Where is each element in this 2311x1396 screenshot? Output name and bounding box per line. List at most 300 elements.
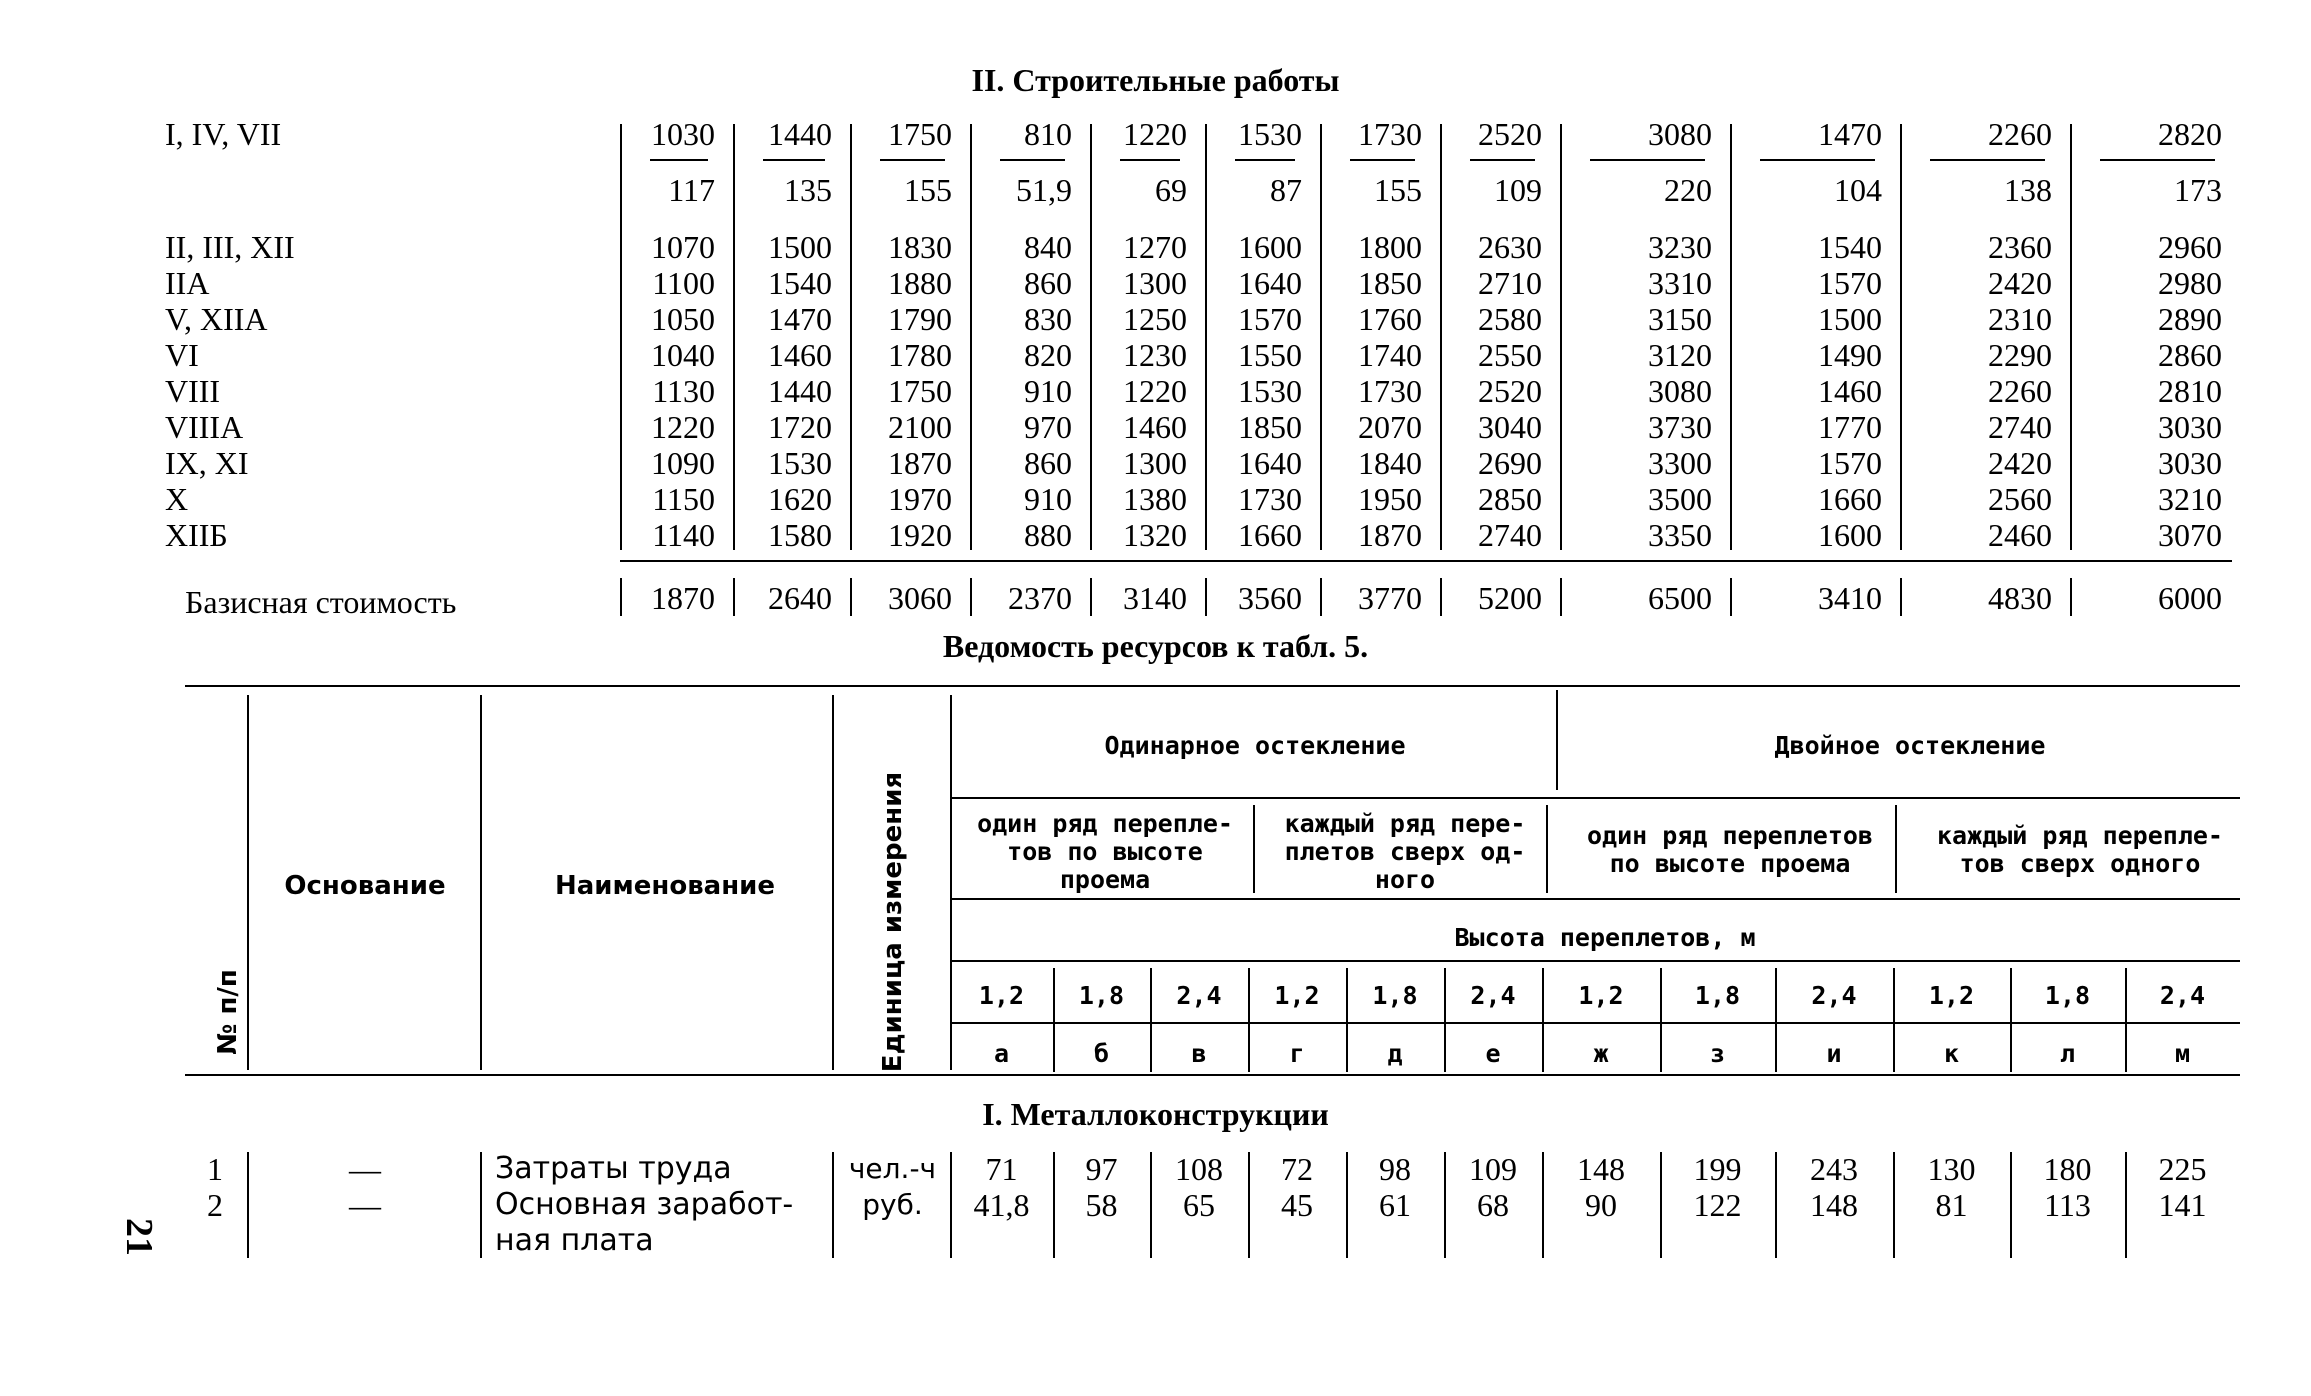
height-value: 1,2 [1578, 981, 1624, 1010]
value-cell: 2690 [1478, 445, 1542, 481]
resource-value: 71 [985, 1151, 1018, 1187]
column-separator [2070, 578, 2072, 616]
column-separator [970, 578, 972, 616]
value-cell: 2100 [888, 409, 952, 445]
value-cell: 2520 [1478, 116, 1542, 152]
value-cell: 1440 [768, 116, 832, 152]
subheader-double-one-row [1555, 822, 1905, 878]
value-cell: 1090 [651, 445, 715, 481]
num-column-header: № п/п [213, 969, 243, 1055]
row-label: VIII [165, 373, 221, 409]
fraction-bar [1000, 159, 1065, 161]
value-cell: 1530 [1238, 116, 1302, 152]
height-rule [950, 960, 2240, 962]
height-value: 1,2 [978, 981, 1025, 1010]
value-cell: 1570 [1818, 445, 1882, 481]
value-cell: 1540 [1818, 229, 1882, 265]
column-separator [1900, 578, 1902, 616]
value-cell: 1760 [1358, 301, 1422, 337]
value-cell: 1030 [651, 116, 715, 152]
column-letter: л [2059, 1039, 2076, 1068]
height-value: 1,8 [2044, 981, 2091, 1010]
resource-value: 199 [1693, 1151, 1742, 1187]
section-title-metal: I. Металлоконструкции [982, 1096, 1329, 1132]
value-cell: 3230 [1648, 229, 1712, 265]
value-cell: 1040 [651, 337, 715, 373]
resource-value: 109 [1469, 1151, 1517, 1187]
height-label: Высота переплетов, м [1454, 923, 1756, 952]
value-cell: 1800 [1358, 229, 1422, 265]
data-column-separator [247, 1152, 249, 1258]
row-label: V, XIIА [165, 301, 268, 337]
value-cell: 1220 [1123, 116, 1187, 152]
value-cell: 2360 [1988, 229, 2052, 265]
value-cell: 2890 [2158, 301, 2222, 337]
column-letter: г [1289, 1039, 1305, 1068]
resource-value: 81 [1935, 1187, 1968, 1223]
value-cell: 1460 [1123, 409, 1187, 445]
value-cell: 1380 [1123, 481, 1187, 517]
height-value: 2,4 [1811, 981, 1857, 1010]
column-separator [733, 124, 735, 550]
unit-column-header: Единица измерения [878, 771, 908, 1073]
data-column-separator [1150, 1152, 1152, 1258]
base-cost-value: 3410 [1818, 580, 1882, 616]
fraction-bar [1590, 159, 1705, 161]
value-cell: 3150 [1648, 301, 1712, 337]
single-glazing-header: Одинарное остекление [1104, 731, 1406, 760]
value-cell: 1840 [1358, 445, 1422, 481]
value-cell: 135 [784, 172, 832, 208]
column-letter: к [1943, 1039, 1960, 1068]
value-cell: 3070 [2158, 517, 2222, 553]
value-cell: 1100 [652, 265, 715, 301]
height-value: 1,2 [1928, 981, 1975, 1010]
fraction-bar [1235, 159, 1295, 161]
column-letter: в [1191, 1039, 1207, 1068]
data-column-separator [1346, 1152, 1348, 1258]
value-cell: 860 [1024, 265, 1072, 301]
base-cost-value: 6000 [2158, 580, 2222, 616]
total-rule [620, 560, 2232, 562]
value-cell: 117 [668, 172, 715, 208]
value-cell: 1570 [1818, 265, 1882, 301]
value-cell: 1500 [768, 229, 832, 265]
value-cell: 1730 [1358, 116, 1422, 152]
value-cell: 3350 [1648, 517, 1712, 553]
value-cell: 810 [1024, 116, 1072, 152]
value-cell: 51,9 [1016, 172, 1072, 208]
value-cell: 1850 [1358, 265, 1422, 301]
base-cost-value: 2370 [1008, 580, 1072, 616]
value-cell: 3310 [1648, 265, 1712, 301]
value-cell: 1920 [888, 517, 952, 553]
value-cell: 910 [1024, 481, 1072, 517]
row-label: IIА [165, 265, 210, 301]
column-separator [1205, 578, 1207, 616]
value-cell: 1780 [888, 337, 952, 373]
row-name-continued: ная плата [495, 1223, 654, 1258]
data-column-separator [1542, 1152, 1544, 1258]
resources-title: Ведомость ресурсов к табл. 5. [942, 628, 1369, 664]
height-value: 2,4 [1176, 981, 1222, 1010]
value-cell: 2290 [1988, 337, 2052, 373]
column-letter: з [1709, 1039, 1726, 1068]
value-cell: 87 [1270, 172, 1302, 208]
base-cost-value: 2640 [768, 580, 832, 616]
row-label: XIIБ [165, 517, 228, 553]
value-cell: 1460 [768, 337, 832, 373]
value-cell: 1720 [768, 409, 832, 445]
column-separator [1320, 578, 1322, 616]
value-cell: 3080 [1648, 373, 1712, 409]
resource-value: 148 [1577, 1151, 1625, 1187]
page-number: 21 [118, 1218, 160, 1256]
fraction-bar [880, 159, 945, 161]
row-basis: — [349, 1151, 381, 1187]
value-cell: 1620 [768, 481, 832, 517]
value-cell: 3120 [1648, 337, 1712, 373]
fraction-bar [1930, 159, 2045, 161]
value-cell: 109 [1494, 172, 1542, 208]
column-separator [1090, 124, 1092, 550]
column-separator [1560, 124, 1562, 550]
height-value: 1,8 [1372, 981, 1418, 1010]
resource-value: 148 [1810, 1187, 1858, 1223]
resource-value: 61 [1379, 1187, 1411, 1223]
column-letter: ж [1593, 1039, 1609, 1068]
resource-value: 72 [1281, 1151, 1313, 1187]
value-cell: 2630 [1478, 229, 1542, 265]
height-value: 1,8 [1078, 981, 1125, 1010]
table-top-rule [185, 685, 2240, 687]
value-cell: 1050 [651, 301, 715, 337]
row-label: VI [165, 337, 199, 373]
value-cell: 2420 [1988, 265, 2052, 301]
subheader-text: один ряд переплетов [1587, 821, 1873, 850]
value-cell: 1530 [1238, 373, 1302, 409]
value-cell: 910 [1024, 373, 1072, 409]
value-cell: 1140 [652, 517, 715, 553]
column-separator [832, 695, 834, 1070]
base-cost-value: 3140 [1123, 580, 1187, 616]
fraction-bar [650, 159, 708, 161]
height-value: 2,4 [1470, 981, 1516, 1010]
resource-value: 113 [2044, 1187, 2091, 1223]
value-cell: 2860 [2158, 337, 2222, 373]
value-cell: 830 [1024, 301, 1072, 337]
value-cell: 1790 [888, 301, 952, 337]
subheader-text: плетов сверх од- [1284, 837, 1526, 866]
value-cell: 2460 [1988, 517, 2052, 553]
data-column-separator [480, 1152, 482, 1258]
value-cell: 1600 [1238, 229, 1302, 265]
value-cell: 1130 [652, 373, 715, 409]
subheader-separator [1253, 805, 1255, 893]
value-cell: 2850 [1478, 481, 1542, 517]
column-separator [1730, 578, 1732, 616]
column-letter: д [1387, 1039, 1403, 1068]
value-cell: 1530 [768, 445, 832, 481]
value-cell: 1660 [1238, 517, 1302, 553]
value-cell: 1300 [1123, 265, 1187, 301]
value-cell: 1640 [1238, 265, 1302, 301]
column-separator [850, 578, 852, 616]
value-cell: 1730 [1238, 481, 1302, 517]
value-cell: 1550 [1238, 337, 1302, 373]
name-column-header: Наименование [554, 871, 776, 901]
row-label: VIIIА [165, 409, 244, 445]
data-column-separator [832, 1152, 834, 1258]
subheader-text: каждый ряд пере- [1284, 809, 1526, 838]
value-cell: 840 [1024, 229, 1072, 265]
value-cell: 3030 [2158, 445, 2222, 481]
column-letter: б [1093, 1039, 1110, 1068]
column-letter: е [1485, 1039, 1501, 1068]
base-cost-value: 3060 [888, 580, 952, 616]
resource-value: 180 [2043, 1151, 2092, 1187]
resource-value: 243 [1810, 1151, 1858, 1187]
fraction-bar [1760, 159, 1875, 161]
base-cost-value: 1870 [651, 580, 715, 616]
value-cell: 1600 [1818, 517, 1882, 553]
column-separator [2070, 124, 2072, 550]
column-separator [970, 124, 972, 550]
value-cell: 3030 [2158, 409, 2222, 445]
column-separator [1205, 124, 1207, 550]
base-cost-value: 6500 [1648, 580, 1712, 616]
column-letter: а [993, 1039, 1010, 1068]
value-cell: 2960 [2158, 229, 2222, 265]
height-value: 2,4 [2159, 981, 2206, 1010]
row-name: Затраты труда [495, 1151, 732, 1186]
row-label: II, III, XII [165, 229, 295, 265]
value-cell: 2740 [1988, 409, 2052, 445]
fraction-bar [1470, 159, 1535, 161]
subheader-double-each-row [1905, 822, 2255, 878]
resource-value: 58 [1085, 1187, 1118, 1223]
column-separator [1090, 578, 1092, 616]
data-column-separator [1660, 1152, 1662, 1258]
base-cost-value: 3770 [1358, 580, 1422, 616]
row-name: Основная заработ- [495, 1187, 794, 1222]
column-separator [850, 124, 852, 550]
value-cell: 1470 [1818, 116, 1882, 152]
value-cell: 1740 [1358, 337, 1422, 373]
data-column-separator [950, 1152, 952, 1258]
letters-rule [950, 1022, 2240, 1024]
fraction-bar [2100, 159, 2215, 161]
column-letter: м [2174, 1039, 2191, 1068]
value-cell: 1730 [1358, 373, 1422, 409]
value-cell: 2310 [1988, 301, 2052, 337]
row-basis: — [349, 1187, 381, 1223]
value-cell: 2070 [1358, 409, 1422, 445]
subheader-text: тов по высоте [1007, 837, 1203, 866]
resource-value: 225 [2158, 1151, 2207, 1187]
value-cell: 1300 [1123, 445, 1187, 481]
subheader-single-one-row [955, 810, 1255, 894]
value-cell: 970 [1024, 409, 1072, 445]
value-cell: 2740 [1478, 517, 1542, 553]
column-separator [1440, 578, 1442, 616]
subheader-text: проема [1059, 865, 1151, 894]
value-cell: 1490 [1818, 337, 1882, 373]
value-cell: 1220 [1123, 373, 1187, 409]
value-cell: 2580 [1478, 301, 1542, 337]
fraction-bar [763, 159, 825, 161]
resource-value: 130 [1927, 1151, 1976, 1187]
value-cell: 1150 [652, 481, 715, 517]
data-column-separator [1775, 1152, 1777, 1258]
column-separator [1900, 124, 1902, 550]
double-glazing-header: Двойное остекление [1774, 731, 2046, 760]
table-header-bottom-rule [185, 1074, 2240, 1076]
row-number: 1 [207, 1151, 223, 1187]
basis-column-header: Основание [284, 871, 446, 901]
value-cell: 1750 [888, 373, 952, 409]
value-cell: 1830 [888, 229, 952, 265]
base-cost-value: 5200 [1478, 580, 1542, 616]
subheader-separator [1895, 805, 1897, 893]
column-separator [480, 695, 482, 1070]
value-cell: 1750 [888, 116, 952, 152]
base-cost-value: 4830 [1988, 580, 2052, 616]
value-cell: 1870 [888, 445, 952, 481]
value-cell: 2980 [2158, 265, 2222, 301]
row-number: 2 [207, 1187, 223, 1223]
value-cell: 173 [2174, 172, 2222, 208]
column-separator [1320, 124, 1322, 550]
value-cell: 2260 [1988, 373, 2052, 409]
data-column-separator [1053, 1152, 1055, 1258]
subheader-text: один ряд перепле- [977, 809, 1233, 838]
value-cell: 1970 [888, 481, 952, 517]
value-cell: 1460 [1818, 373, 1882, 409]
resource-value: 90 [1585, 1187, 1617, 1223]
resource-value: 65 [1183, 1187, 1215, 1223]
value-cell: 1950 [1358, 481, 1422, 517]
row-label: IX, XI [165, 445, 249, 481]
subheader-text: по высоте проема [1609, 849, 1851, 878]
value-cell: 138 [2004, 172, 2052, 208]
value-cell: 220 [1664, 172, 1712, 208]
column-separator [1560, 578, 1562, 616]
value-cell: 1470 [768, 301, 832, 337]
value-cell: 860 [1024, 445, 1072, 481]
resource-value: 108 [1175, 1151, 1223, 1187]
value-cell: 69 [1155, 172, 1187, 208]
resource-value: 45 [1281, 1187, 1313, 1223]
row-label: I, IV, VII [165, 116, 282, 152]
value-cell: 1230 [1123, 337, 1187, 373]
column-separator [1440, 124, 1442, 550]
fraction-bar [1120, 159, 1180, 161]
value-cell: 1270 [1123, 229, 1187, 265]
value-cell: 880 [1024, 517, 1072, 553]
resource-value: 41,8 [973, 1187, 1030, 1223]
value-cell: 1850 [1238, 409, 1302, 445]
value-cell: 104 [1834, 172, 1882, 208]
height-value: 1,8 [1694, 981, 1741, 1010]
value-cell: 155 [904, 172, 952, 208]
value-cell: 1580 [768, 517, 832, 553]
value-cell: 1570 [1238, 301, 1302, 337]
value-cell: 1250 [1123, 301, 1187, 337]
value-cell: 1220 [651, 409, 715, 445]
value-cell: 1070 [651, 229, 715, 265]
row-unit: чел.-ч [848, 1152, 937, 1185]
row-unit: руб. [862, 1188, 923, 1221]
value-cell: 2520 [1478, 373, 1542, 409]
resource-value: 68 [1477, 1187, 1509, 1223]
subheader-separator [1546, 805, 1548, 893]
column-separator [733, 578, 735, 616]
value-cell: 2260 [1988, 116, 2052, 152]
value-cell: 1540 [768, 265, 832, 301]
value-cell: 2710 [1478, 265, 1542, 301]
value-cell: 1320 [1123, 517, 1187, 553]
resource-value: 141 [2158, 1187, 2207, 1223]
subheader-rule [950, 898, 2240, 900]
data-column-separator [1248, 1152, 1250, 1258]
column-separator [620, 124, 622, 550]
resource-value: 122 [1693, 1187, 1742, 1223]
height-value: 1,2 [1274, 981, 1320, 1010]
subheader-text: каждый ряд перепле- [1937, 821, 2223, 850]
data-column-separator [1893, 1152, 1895, 1258]
value-cell: 2820 [2158, 116, 2222, 152]
subheader-text: ного [1374, 865, 1436, 894]
value-cell: 1660 [1818, 481, 1882, 517]
value-cell: 1870 [1358, 517, 1422, 553]
value-cell: 3300 [1648, 445, 1712, 481]
column-separator [247, 695, 249, 1070]
subheader-single-each-row [1255, 810, 1555, 894]
value-cell: 3500 [1648, 481, 1712, 517]
row-label: X [165, 481, 189, 517]
base-cost-label: Базисная стоимость [185, 584, 457, 620]
data-column-separator [2010, 1152, 2012, 1258]
section-title-construction: II. Строительные работы [971, 62, 1340, 98]
value-cell: 1640 [1238, 445, 1302, 481]
value-cell: 155 [1374, 172, 1422, 208]
column-letter: и [1826, 1039, 1842, 1068]
value-cell: 2560 [1988, 481, 2052, 517]
column-separator [620, 578, 622, 616]
resource-value: 97 [1085, 1151, 1118, 1187]
subheader-rule [950, 797, 2240, 799]
fraction-bar [1350, 159, 1415, 161]
value-cell: 1770 [1818, 409, 1882, 445]
value-cell: 1440 [768, 373, 832, 409]
glazing-separator [1556, 690, 1558, 790]
value-cell: 3730 [1648, 409, 1712, 445]
value-cell: 820 [1024, 337, 1072, 373]
value-cell: 1500 [1818, 301, 1882, 337]
value-cell: 3080 [1648, 116, 1712, 152]
value-cell: 2810 [2158, 373, 2222, 409]
base-cost-value: 3560 [1238, 580, 1302, 616]
column-separator [1730, 124, 1732, 550]
resource-value: 98 [1379, 1151, 1411, 1187]
value-cell: 2550 [1478, 337, 1542, 373]
data-column-separator [1444, 1152, 1446, 1258]
subheader-text: тов сверх одного [1959, 849, 2201, 878]
value-cell: 1880 [888, 265, 952, 301]
data-column-separator [2125, 1152, 2127, 1258]
value-cell: 2420 [1988, 445, 2052, 481]
